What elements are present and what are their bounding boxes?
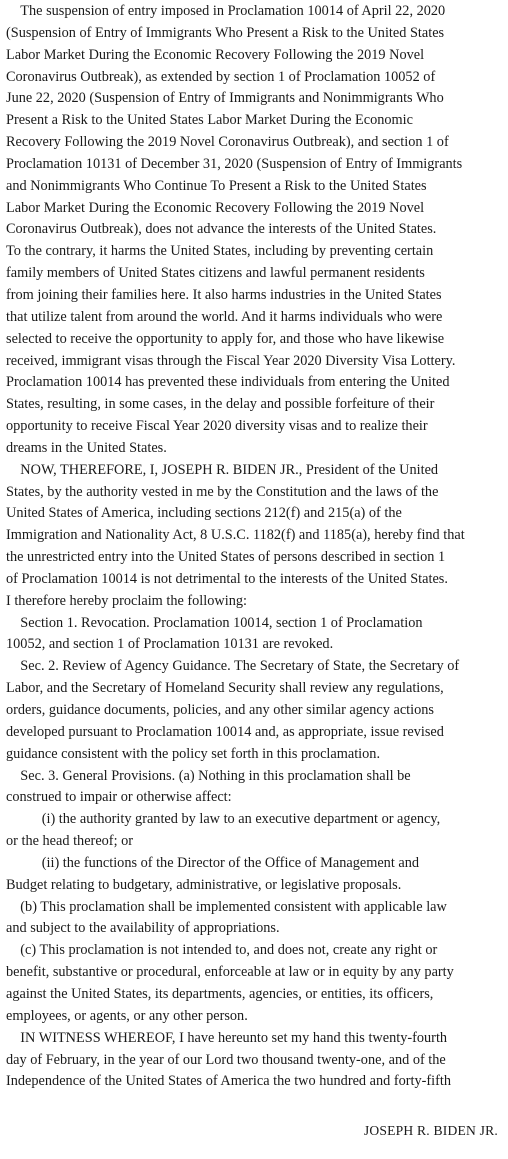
text-line: dreams in the United States. — [6, 439, 167, 456]
text-line: Labor Market During the Economic Recovery Following the 2019 Novel — [6, 46, 425, 63]
text-line: Proclamation 10014 has prevented these individuals from entering the United — [6, 374, 450, 391]
text-line: States, by the authority vested in me by the Constitution and the laws of the — [6, 483, 439, 500]
text-line: from joining their families here. It also harms industries in the United States — [6, 286, 442, 303]
text-line: and Nonimmigrants Who Continue To Present a Risk to the United States — [6, 177, 427, 194]
text-line: Sec. 3. General Provisions. (a) Nothing in this proclamation shall be — [6, 767, 411, 784]
text-line: I therefore hereby proclaim the following: — [6, 592, 247, 609]
text-line: IN WITNESS WHEREOF, I have hereunto set my hand this twenty-fourth — [6, 1029, 448, 1046]
text-line: against the United States, its departments, agencies, or entities, its officers, — [6, 985, 434, 1002]
text-line: that utilize talent from around the world. And it harms individuals who were — [6, 308, 443, 325]
text-line: NOW, THEREFORE, I, JOSEPH R. BIDEN JR., President of the United — [6, 461, 439, 478]
text-line: States, resulting, in some cases, in the delay and possible forfeiture of their — [6, 396, 435, 413]
text-line: Sec. 2. Review of Agency Guidance. The Secretary of State, the Secretary of — [6, 658, 460, 675]
text-line: employees, or agents, or any other person. — [6, 1007, 248, 1024]
text-line: United States of America, including sections 212(f) and 215(a) of the — [6, 505, 402, 522]
signature: JOSEPH R. BIDEN JR. — [363, 1123, 498, 1138]
text-line: Recovery Following the 2019 Novel Coronavirus Outbreak), and section 1 of — [6, 134, 449, 151]
text-line: (b) This proclamation shall be implemented consistent with applicable law — [6, 898, 447, 915]
text-line: opportunity to receive Fiscal Year 2020 diversity visas and to realize their — [6, 418, 428, 435]
text-line: of Proclamation 10014 is not detrimental to the interests of the United States. — [6, 570, 448, 587]
document-page — [0, 1, 508, 1159]
text-line: Present a Risk to the United States Labor Market During the Economic — [6, 112, 413, 129]
text-line: received, immigrant visas through the Fiscal Year 2020 Diversity Visa Lottery. — [6, 352, 456, 369]
text-line: or the head thereof; or — [6, 833, 134, 850]
text-line: Coronavirus Outbreak), does not advance the interests of the United States. — [6, 221, 437, 238]
text-line: The suspension of entry imposed in Proclamation 10014 of April 22, 2020 — [6, 3, 446, 19]
text-line: 10052, and section 1 of Proclamation 10131 are revoked. — [6, 636, 334, 653]
text-line: Labor, and the Secretary of Homeland Security shall review any regulations, — [6, 680, 444, 697]
text-line: (ii) the functions of the Director of the Office of Management and — [6, 854, 420, 871]
text-line: the unrestricted entry into the United States of persons described in section 1 — [6, 549, 446, 566]
text-line: and subject to the availability of appropriations. — [6, 920, 280, 937]
text-line: selected to receive the opportunity to apply for, and those who have likewise — [6, 330, 445, 347]
text-line: developed pursuant to Proclamation 10014 and, as appropriate, issue revised — [6, 723, 444, 740]
text-line: June 22, 2020 (Suspension of Entry of Immigrants and Nonimmigrants Who — [6, 90, 444, 107]
text-line: Budget relating to budgetary, administrative, or legislative proposals. — [6, 876, 402, 893]
text-line: orders, guidance documents, policies, and any other similar agency actions — [6, 702, 434, 718]
text-line: To the contrary, it harms the United States, including by preventing certain — [6, 243, 434, 260]
text-line: construed to impair or otherwise affect: — [6, 789, 232, 806]
text-line: Labor Market During the Economic Recovery Following the 2019 Novel — [6, 199, 425, 216]
text-line: Coronavirus Outbreak), as extended by section 1 of Proclamation 10052 of — [6, 68, 436, 85]
text-line: day of February, in the year of our Lord two thousand twenty-one, and of the — [6, 1051, 446, 1068]
text-line: benefit, substantive or procedural, enforceable at law or in equity by any party — [6, 964, 454, 981]
text-line: Immigration and Nationality Act, 8 U.S.C. 1182(f) and 1185(a), hereby find that — [6, 527, 465, 544]
text-line: (i) the authority granted by law to an executive department or agency, — [6, 811, 441, 828]
text-line: Section 1. Revocation. Proclamation 10014, section 1 of Proclamation — [6, 614, 423, 631]
text-line: (Suspension of Entry of Immigrants Who Present a Risk to the United States — [6, 24, 445, 41]
text-line: family members of United States citizens and lawful permanent residents — [6, 265, 425, 282]
text-line: Independence of the United States of America the two hundred and forty-fifth — [6, 1073, 452, 1090]
proclamation-body — [6, 1, 501, 1093]
text-line: Proclamation 10131 of December 31, 2020 (Suspension of Entry of Immigrants — [6, 155, 463, 172]
text-line: guidance consistent with the policy set forth in this proclamation. — [6, 745, 381, 762]
text-line: (c) This proclamation is not intended to, and does not, create any right or — [6, 942, 438, 959]
